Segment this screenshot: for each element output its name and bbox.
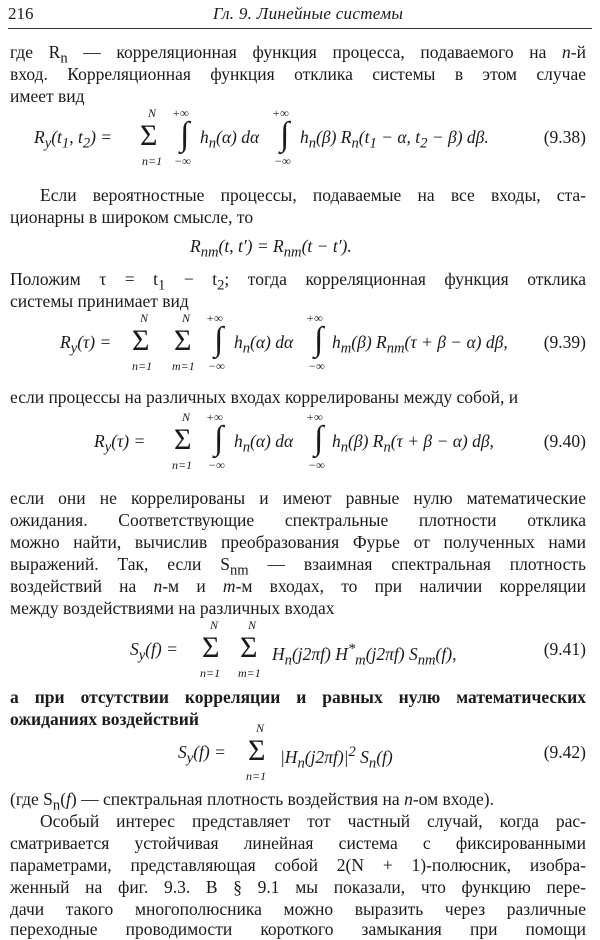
text-line: воздействий на n-м и m-м входах, то при наличии корреляции	[10, 576, 586, 596]
equation-9-40: $R_y(\tau)$ = N Σ n=1 +∞ ∫ −∞ $h_n(\alpha)$ dα +∞ ∫ −∞ $h_n(\beta) R_n(\tau + \beta - \alpha)$ dβ, (9.40)	[94, 410, 586, 472]
text-line: (где $S_n(f)$ — спектральная плотность воздействия на n-ом входе).	[10, 789, 494, 814]
text-line: имеет вид	[10, 86, 85, 106]
text-line: Особый интерес представляет тот частный случай, когда рас-	[40, 811, 586, 831]
running-title: Гл. 9. Линейные системы	[213, 4, 404, 23]
text-line: ционарны в широком смысле, то	[10, 207, 254, 227]
text-line: Если вероятностные процессы, подаваемые на все входы, ста-	[40, 185, 586, 205]
text-line: параметрами, представляющая собой 2(N + 1)-полюсник, изобра-	[10, 855, 586, 875]
equation-9-39: $R_y(\tau)$ = N Σ n=1 N Σ m=1 +∞ ∫ −∞ $h_n(\alpha)$ dα +∞ ∫ −∞ $h_m(\beta) R_{nm}(\tau + \beta - \alpha)$ dβ, (9.39)	[60, 311, 586, 373]
text-line: вход. Корреляционная функция отклика системы в этом случае	[10, 64, 586, 84]
equation-stationary: $R_{nm}(t$, $t') = R_{nm}(t - t')$.	[190, 236, 352, 261]
page-header	[8, 4, 592, 29]
text-line: женный на фиг. 9.3. В § 9.1 мы показали, что функцию пере-	[10, 877, 586, 897]
text-line: переходные проводимости короткого замыкания при помощи	[10, 919, 586, 939]
equation-9-42: $S_y(f)$ = N Σ n=1 $|H_n(j2\pi f)|^2$ $S_n(f)$ (9.42)	[178, 721, 586, 783]
text-line: ожидания. Соответствующие спектральные плотности отклика	[10, 510, 586, 530]
text-line: а при отсутствии корреляции и равных нулю математических	[10, 687, 586, 707]
text-line: можно найти, вычислив преобразования Фурье от полученных нами	[10, 532, 586, 552]
text-line: если процессы на различных входах коррелированы между собой, и	[10, 387, 519, 407]
text-line: между воздействиями на различных входах	[10, 598, 335, 618]
text-line: выражений. Так, если $S_{nm}$ — взаимная спектральная плотность	[10, 554, 586, 579]
text-line: ожиданиях воздействий	[10, 709, 199, 729]
equation-9-41: $S_y(f)$ = N Σ n=1 N Σ m=1 $H_n(j2\pi f)$ $H^*_m(j2\pi f)$ $S_{nm}(f)$, (9.41)	[130, 618, 586, 680]
text-line: дачи такого многополюсника можно выразить через различные	[10, 899, 586, 919]
equation-9-38: $R_y(t_1$, $t_2$) = N Σ n=1 +∞ ∫ −∞ $h_n(\alpha)$ dα +∞ ∫ −∞ $h_n(\beta) R_n(t_1 - \alpha$, $t_2 - \beta$) dβ. (9.38)	[34, 106, 586, 168]
text-line: где $R_n$ — корреляционная функция процесса, подаваемого на n-й	[10, 42, 586, 67]
text-line: системы принимает вид	[10, 291, 189, 311]
text-line: если они не коррелированы и имеют равные нулю математические	[10, 488, 586, 508]
text-line: сматривается устойчивая линейная система с фиксированными	[10, 833, 586, 853]
page-number: 216	[8, 4, 34, 23]
text-line: Положим $\tau = t_1 - t_2$; тогда корреляционная функция отклика	[10, 269, 586, 294]
